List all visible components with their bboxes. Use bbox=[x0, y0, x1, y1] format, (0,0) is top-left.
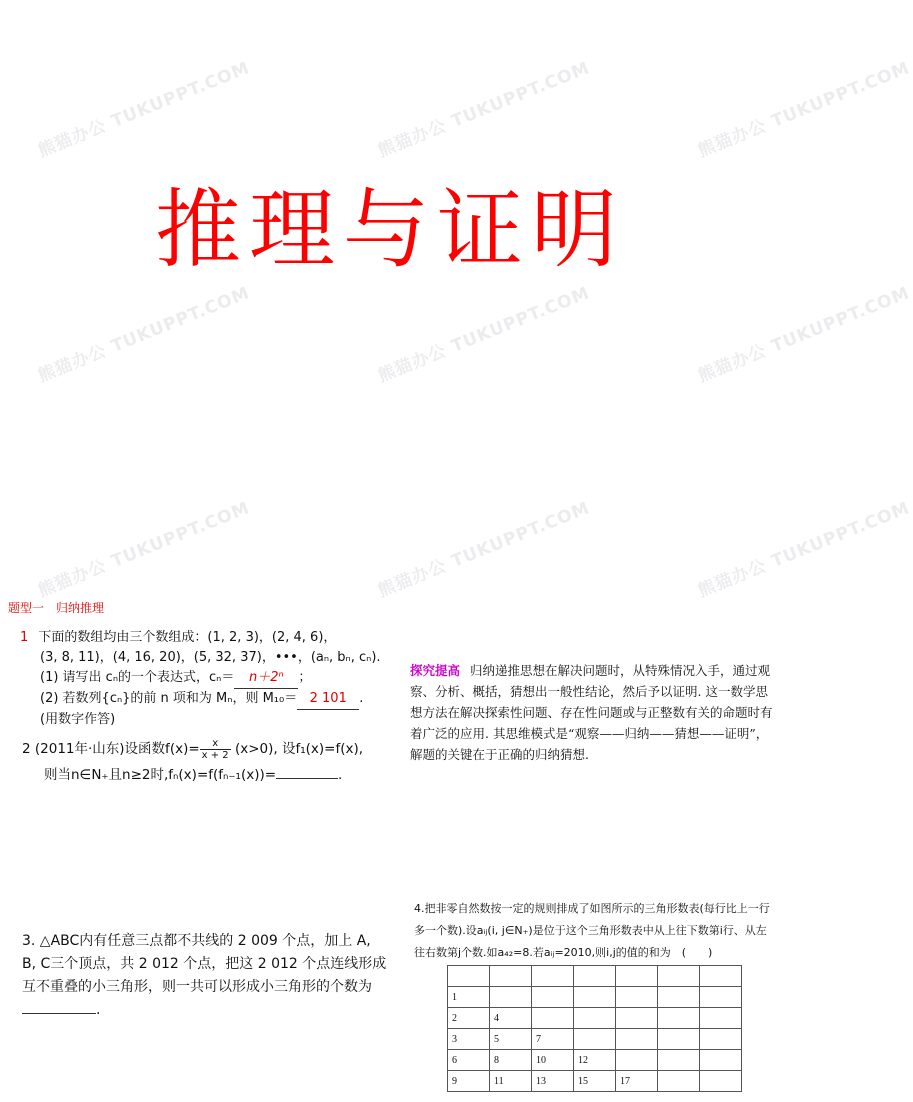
table-cell: 11 bbox=[490, 1071, 532, 1092]
table-row bbox=[448, 1008, 742, 1029]
watermark: 熊猫办公 TUKUPPT.COM bbox=[35, 498, 253, 602]
question-1-part1-suffix: ； bbox=[298, 670, 312, 685]
table-cell bbox=[574, 1008, 616, 1029]
table-cell: 15 bbox=[574, 1071, 616, 1092]
table-cell bbox=[700, 1029, 742, 1050]
tip-paragraph bbox=[410, 660, 778, 765]
table-cell: 7 bbox=[532, 1029, 574, 1050]
question-2-line2-suffix: . bbox=[338, 767, 343, 783]
table-row bbox=[448, 1050, 742, 1071]
table-cell bbox=[490, 966, 532, 987]
question-1-part2-answer: 2 101 bbox=[297, 689, 359, 710]
table-cell bbox=[532, 987, 574, 1008]
table-cell bbox=[658, 1050, 700, 1071]
table-cell bbox=[700, 966, 742, 987]
section-heading: 题型一 归纳推理 bbox=[8, 601, 105, 615]
table-cell: 3 bbox=[448, 1029, 490, 1050]
question-2 bbox=[22, 736, 363, 788]
table-cell: 9 bbox=[448, 1071, 490, 1092]
question-number: 1 bbox=[20, 630, 29, 645]
table-cell: 1 bbox=[448, 987, 490, 1008]
question-3 bbox=[22, 930, 387, 1022]
question-3-suffix: . bbox=[96, 1002, 101, 1018]
table-cell: 10 bbox=[532, 1050, 574, 1071]
question-4-text: 4.把非零自然数按一定的规则排成了如图所示的三角形数表(每行比上一行多一个数).设aᵢⱼ(i, j∈N₊)是位于这个三角形数表中从上往下数第i行、从左往右数第j个数.如a₄₂=8.若aᵢⱼ=2010,则i,j的值的和为 ( ) bbox=[414, 902, 770, 959]
table-cell: 4 bbox=[490, 1008, 532, 1029]
question-1 bbox=[20, 628, 381, 730]
table-cell bbox=[532, 1008, 574, 1029]
watermark: 熊猫办公 TUKUPPT.COM bbox=[695, 498, 913, 602]
watermark: 熊猫办公 TUKUPPT.COM bbox=[375, 58, 593, 162]
table-cell bbox=[616, 987, 658, 1008]
table-cell bbox=[574, 987, 616, 1008]
tip-label: 探究提高 bbox=[410, 663, 461, 678]
question-2-line2-prefix: 则当n∈N₊且n≥2时,fₙ(x)=f(fₙ₋₁(x))= bbox=[44, 767, 277, 783]
table-cell: 2 bbox=[448, 1008, 490, 1029]
table-cell bbox=[700, 987, 742, 1008]
table-cell bbox=[616, 1008, 658, 1029]
watermark: 熊猫办公 TUKUPPT.COM bbox=[375, 498, 593, 602]
question-1-note: (用数字作答) bbox=[40, 712, 116, 727]
table-cell bbox=[700, 1050, 742, 1071]
fraction-denominator: x + 2 bbox=[201, 749, 229, 761]
table-row bbox=[448, 1029, 742, 1050]
question-1-part1-answer: n＋2ⁿ bbox=[234, 668, 298, 689]
table-cell: 8 bbox=[490, 1050, 532, 1071]
triangle-number-table bbox=[447, 965, 742, 1092]
table-cell bbox=[658, 987, 700, 1008]
table-cell bbox=[616, 1050, 658, 1071]
table-cell: 13 bbox=[532, 1071, 574, 1092]
table-cell: 5 bbox=[490, 1029, 532, 1050]
table-cell: 12 bbox=[574, 1050, 616, 1071]
watermark: 熊猫办公 TUKUPPT.COM bbox=[695, 58, 913, 162]
question-1-part2-suffix: . bbox=[359, 691, 364, 706]
table-cell bbox=[490, 987, 532, 1008]
question-2-line1-suffix: (x>0), 设f₁(x)=f(x), bbox=[230, 741, 364, 757]
table-cell: 17 bbox=[616, 1071, 658, 1092]
watermark: 熊猫办公 TUKUPPT.COM bbox=[695, 283, 913, 387]
question-1-line2: (3, 8, 11)，(4, 16, 20)，(5, 32, 37)，•••，(aₙ, bₙ, cₙ). bbox=[40, 650, 381, 665]
table-cell bbox=[658, 966, 700, 987]
table-cell bbox=[658, 1029, 700, 1050]
question-1-line1: 下面的数组均由三个数组成：(1, 2, 3)，(2, 4, 6)， bbox=[38, 630, 337, 645]
tip-text: 归纳递推思想在解决问题时，从特殊情况入手，通过观察、分析、概括，猜想出一般性结论，然后予以证明. 这一数学思想方法在解决探索性问题、存在性问题或与正整数有关的命题时有着广泛的应用. 其思维模式是“观察——归纳——猜想——证明”，解题的关键在于正确的归纳猜想. bbox=[410, 663, 773, 762]
table-cell bbox=[616, 966, 658, 987]
table-row bbox=[448, 987, 742, 1008]
watermark: 熊猫办公 TUKUPPT.COM bbox=[375, 283, 593, 387]
question-2-line1-prefix: 2 (2011年·山东)设函数f(x)= bbox=[22, 741, 200, 757]
question-1-part2-prefix: (2) 若数列{cₙ}的前 n 项和为 Mₙ，则 M₁₀＝ bbox=[40, 691, 298, 706]
watermark: 熊猫办公 TUKUPPT.COM bbox=[35, 58, 253, 162]
answer-blank bbox=[22, 1013, 96, 1014]
question-3-text: 3. △ABC内有任意三点都不共线的 2 009 个点，加上 A, B, C三个顶点，共 2 012 个点，把这 2 012 个点连线形成互不重叠的小三角形，则一共可以形成小三角形的个数为 bbox=[22, 933, 387, 995]
table-cell bbox=[532, 966, 574, 987]
table-row bbox=[448, 1071, 742, 1092]
fraction-numerator: x bbox=[200, 738, 231, 750]
table-cell bbox=[700, 1008, 742, 1029]
table-cell: 6 bbox=[448, 1050, 490, 1071]
fraction bbox=[200, 738, 231, 761]
table-cell bbox=[448, 966, 490, 987]
answer-blank bbox=[276, 778, 338, 779]
watermark: 熊猫办公 TUKUPPT.COM bbox=[35, 283, 253, 387]
table-cell bbox=[616, 1029, 658, 1050]
table-cell bbox=[574, 1029, 616, 1050]
table-row bbox=[448, 966, 742, 987]
page-title: 推理与证明 bbox=[155, 180, 625, 280]
table-cell bbox=[658, 1071, 700, 1092]
table-cell bbox=[574, 966, 616, 987]
question-1-part1-prefix: (1) 请写出 cₙ的一个表达式，cₙ＝ bbox=[40, 670, 235, 685]
table-cell bbox=[658, 1008, 700, 1029]
table-cell bbox=[700, 1071, 742, 1092]
